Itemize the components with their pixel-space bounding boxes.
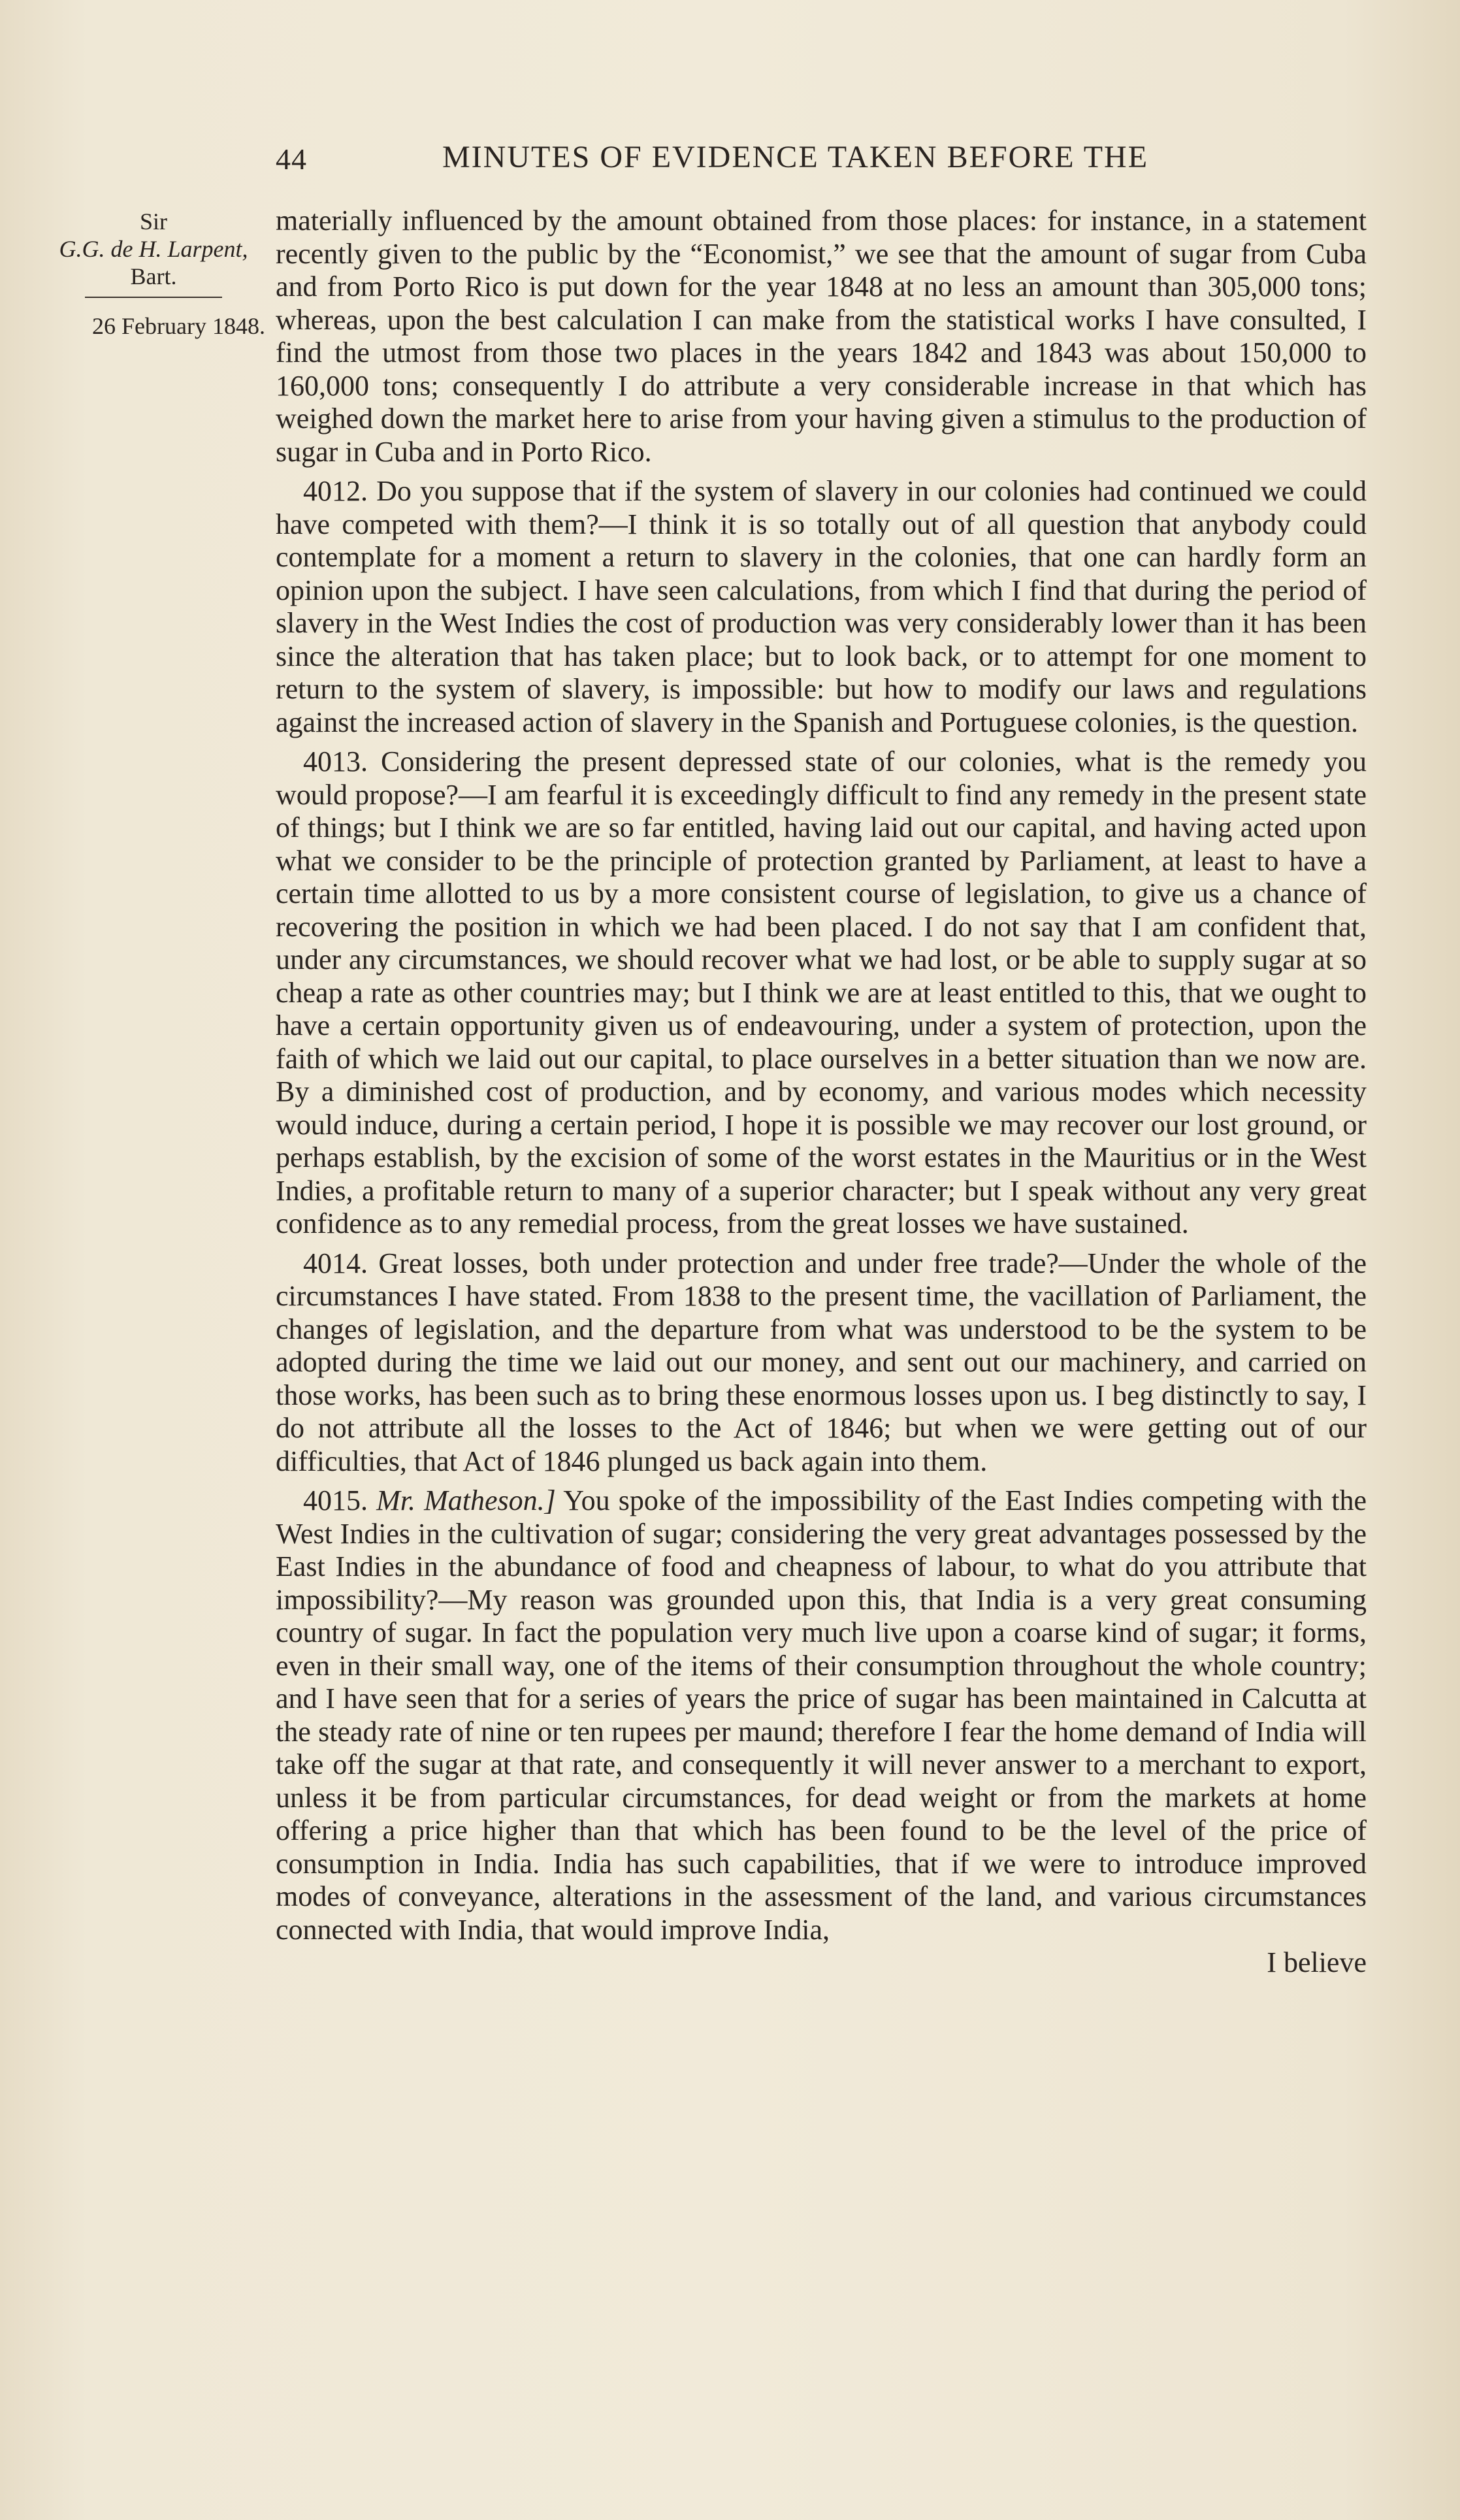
evidence-text — [276, 205, 1367, 1980]
evidence-date: 26 February 1848. — [92, 313, 265, 339]
question-answer-text: Considering the present depressed state of our colonies, what is the remedy you would propose?—I am fearful it is exceedingly difficult to find any remedy in the present state of things; but I think we are so far entitled, having laid out our capital, and having acted upon what we consider to be the principle of protection granted by Parliament, at least to have a certain time allotted to us by a more consistent course of legislation, to give us a chance of recovering the position in which we had been placed. I do not say that I am confident that, under any circumstances, we should recover what we had lost, or be able to supply sugar at so cheap a rate as other countries may; but I think we are at least entitled to this, that we ought to have a certain opportunity given us of endeavouring, under a system of protection, upon the faith of which we laid out our capital, to place ourselves in a better situation than we now are. By a diminished cost of production, and by economy, and various modes which necessity would induce, during a certain period, I hope it is possible we may recover our lost ground, or perhaps establish, by the excision of some of the worst estates in the Mauritius or in the West Indies, a profitable return to many of a superior character; but I speak without any very great confidence as to any remedial process, from the great losses we have sustained. — [276, 745, 1367, 1239]
page-number: 44 — [276, 142, 307, 176]
witness-title: Sir — [139, 208, 167, 235]
witness-honorific: Bart. — [130, 263, 177, 289]
catchword: I believe — [1267, 1946, 1367, 1978]
question-answer-text: Great losses, both under protection and under free trade?—Under the whole of the circumstances I have stated. From 1838 to the present time, the vacillation of Parliament, the changes of legislation, and the departure from what was understood to be the system to be adopted during the time we laid out our money, and sent out our machinery, and carried on those works, has been such as to bring these enormous losses upon us. I beg distinctly to say, I do not attribute all the losses to the Act of 1846; but when we were getting out of our difficulties, that Act of 1846 plunged us back again into them. — [276, 1247, 1367, 1477]
question-4012 — [276, 475, 1367, 739]
running-title: MINUTES OF EVIDENCE TAKEN BEFORE THE — [442, 140, 1149, 174]
question-4014 — [276, 1247, 1367, 1479]
speaker-name: Mr. Matheson.] — [376, 1484, 556, 1516]
question-answer-text: Do you suppose that if the system of slavery in our colonies had continued we could have competed with them?—I think it is so totally out of all question that anybody could contemplate for a moment a return to slavery in the colonies, that one can hardly form an opinion upon the subject. I have seen calculations, from which I find that during the period of slavery in the West Indies the cost of production was very considerably lower than it has been since the alteration that has taken place; but to look back, or to attempt for one moment to return to the system of slavery, is impossible: but how to modify our laws and regulations against the increased action of slavery in the Spanish and Portuguese colonies, is the question. — [276, 475, 1367, 738]
witness-name: G.G. de H. Larpent, — [59, 236, 248, 262]
margin-divider — [85, 297, 222, 298]
continuation-paragraph: materially influenced by the amount obtained from those places: for instance, in a statement recently given to the public by the “Economist,” we see that the amount of sugar from Cuba and from Porto Rico is put down for the year 1848 at no less an amount than 305,000 tons; whereas, upon the best calculation I can make from the statistical works I have consulted, I find the utmost from those two places in the years 1842 and 1843 was about 150,000 to 160,000 tons; consequently I do attribute a very considerable increase in that which has weighed down the market here to arise from your having given a stimulus to the production of sugar in Cuba and in Porto Rico. — [276, 205, 1367, 468]
question-answer-text: You spoke of the impossibility of the East Indies competing with the West Indies in the cultivation of sugar; considering the very great advantages possessed by the East Indies in the abundance of food and cheapness of labour, to what do you attribute that impossibility?—My reason was grounded upon this, that India is a very great consuming country of sugar. In fact the population very much live upon a coarse kind of sugar; it forms, even in their small way, one of the items of their consumption throughout the whole country; and I have seen that for a series of years the price of sugar has been maintained in Calcutta at the steady rate of nine or ten rupees per maund; therefore I fear the home demand of India will take off the sugar at that rate, and consequently it will never answer to a merchant to export, unless it be from particular circumstances, for dead weight or from the markets at home offering a price higher than that which has been found to be the level of the price of consumption in India. India has such capabilities, that if we were to introduce improved modes of conveyance, alterations in the assessment of the land, and various circumstances connected with India, that would improve India, — [276, 1484, 1367, 1946]
margin-note — [46, 208, 265, 340]
question-number: 4012. — [303, 475, 368, 507]
question-number: 4015. — [303, 1484, 368, 1516]
question-4013 — [276, 745, 1367, 1241]
page-header — [276, 134, 1360, 186]
question-4015 — [276, 1484, 1367, 1946]
question-number: 4013. — [303, 745, 368, 777]
question-number: 4014. — [303, 1247, 368, 1279]
